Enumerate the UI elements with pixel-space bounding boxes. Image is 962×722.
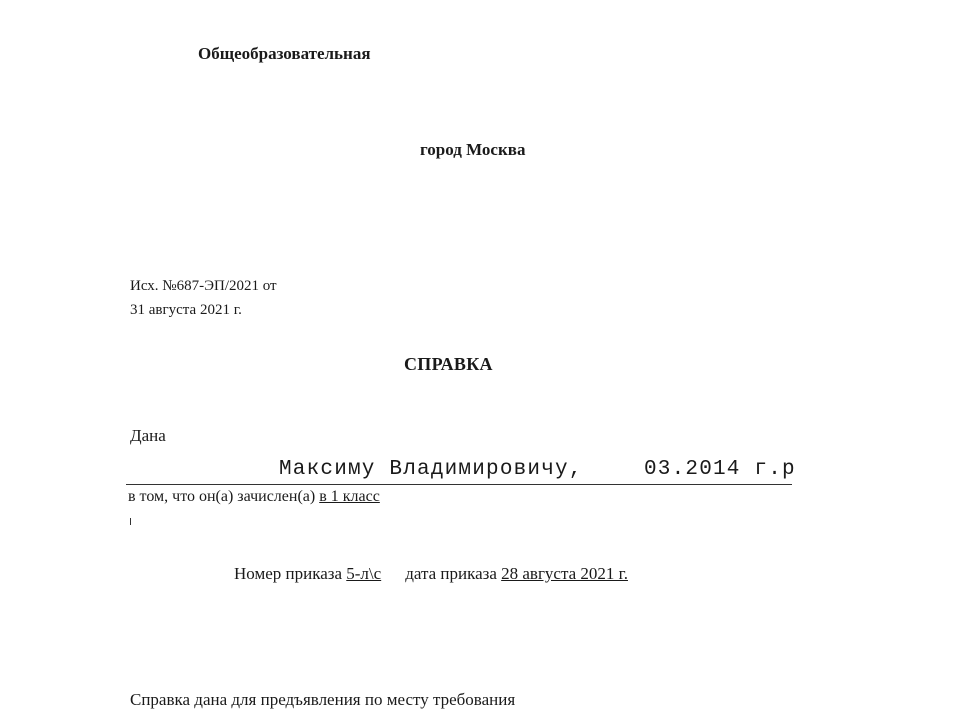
order-number: 5-л\с: [346, 564, 382, 583]
given-label: Дана: [130, 426, 166, 445]
order-line: [234, 564, 628, 584]
recipient-birth: 03.2014 г.р: [644, 458, 796, 481]
document-title: СПРАВКА: [404, 354, 493, 374]
order-date-label: дата приказа: [405, 564, 497, 583]
recipient-name: Максиму Владимировичу,: [279, 458, 583, 481]
enrollment-prefix: в том, что он(а) зачислен(а): [128, 488, 316, 505]
reference-date: 31 августа 2021 г.: [130, 302, 242, 318]
city-name: город Москва: [420, 140, 526, 159]
reference-number: Исх. №687-ЭП/2021 от: [130, 278, 277, 294]
purpose-statement: Справка дана для предъявления по месту требования: [130, 690, 516, 709]
organization-name: Общеобразовательная: [198, 44, 371, 63]
recipient-underline: [126, 484, 792, 485]
stray-mark: [130, 518, 131, 525]
enrollment-statement: [128, 488, 380, 506]
order-number-label: Номер приказа: [234, 564, 343, 583]
enrollment-class: в 1 класс: [319, 488, 380, 505]
order-date: 28 августа 2021 г.: [501, 564, 628, 583]
